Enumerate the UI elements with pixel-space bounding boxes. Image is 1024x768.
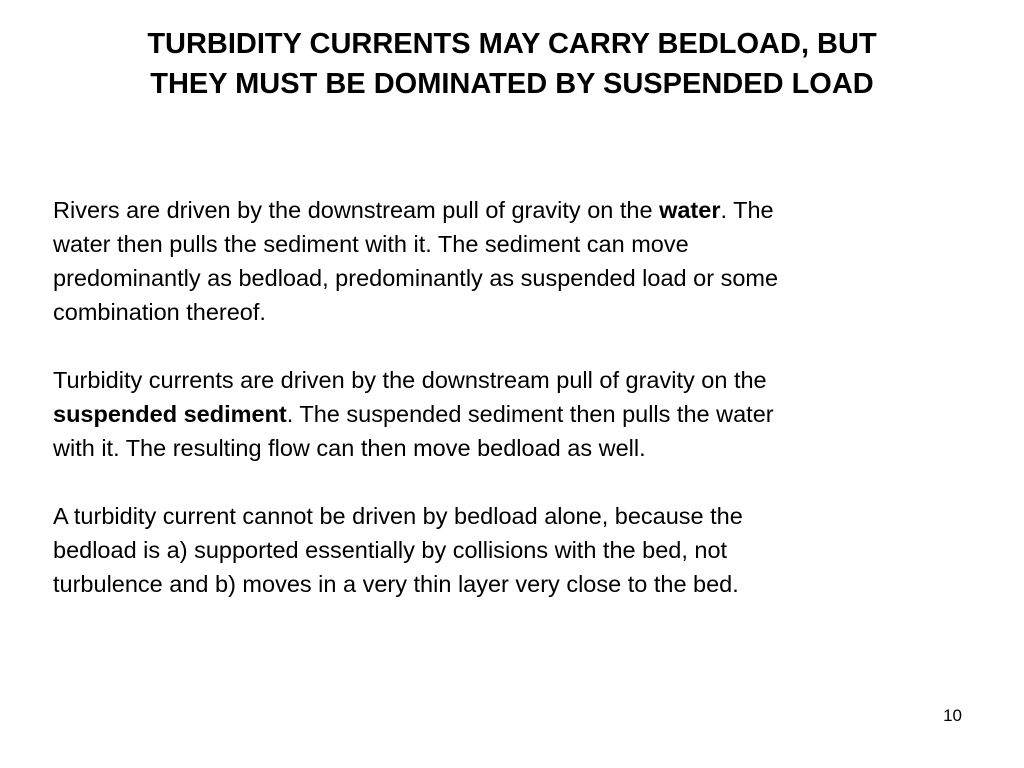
slide-title — [40, 24, 984, 104]
title-line-1: TURBIDITY CURRENTS MAY CARRY BEDLOAD, BUT — [147, 28, 877, 60]
paragraph-line: A turbidity current cannot be driven by bedload alone, because the — [53, 503, 743, 529]
paragraph-line — [53, 397, 973, 431]
page-number: 10 — [943, 706, 962, 725]
text-segment: . The suspended sediment then pulls the water — [286, 401, 774, 427]
title-line-2: THEY MUST BE DOMINATED BY SUSPENDED LOAD — [150, 68, 874, 100]
paragraph-line: combination thereof. — [53, 299, 266, 325]
paragraph-line: predominantly as bedload, predominantly as suspended load or some — [53, 265, 779, 291]
paragraph-line: bedload is a) supported essentially by collisions with the bed, not — [53, 537, 728, 563]
paragraph-line — [53, 193, 973, 227]
paragraph-bedload — [53, 499, 973, 601]
paragraph-rivers — [53, 193, 973, 329]
emphasis-suspended-sediment: suspended sediment — [53, 401, 287, 427]
paragraph-line: turbulence and b) moves in a very thin layer very close to the bed. — [53, 571, 739, 597]
paragraph-line: with it. The resulting flow can then move bedload as well. — [53, 435, 646, 461]
paragraph-turbidity — [53, 363, 973, 465]
paragraph-line: Turbidity currents are driven by the downstream pull of gravity on the — [53, 367, 767, 393]
slide-body — [53, 193, 973, 635]
emphasis-water: water — [659, 197, 721, 223]
text-segment: . The — [720, 197, 774, 223]
paragraph-line: water then pulls the sediment with it. The sediment can move — [53, 231, 689, 257]
text-segment: Rivers are driven by the downstream pull of gravity on the — [53, 197, 660, 223]
